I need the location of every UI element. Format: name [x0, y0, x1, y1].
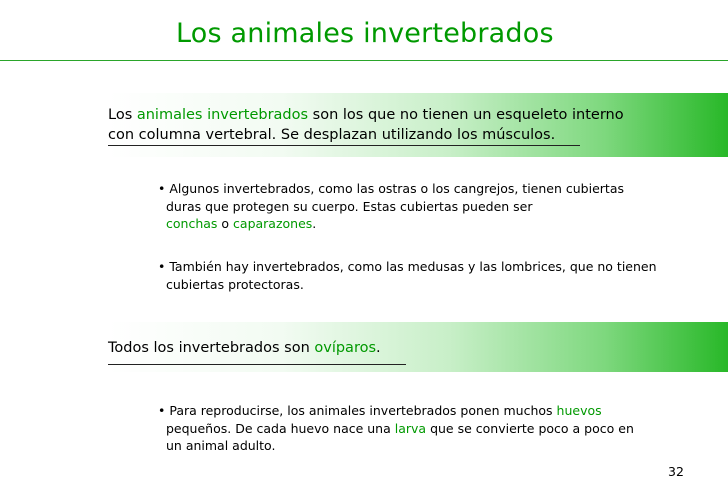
bullet-no-coverings [158, 258, 657, 293]
highlight-term: conchas [166, 216, 218, 231]
bullet-line: pequeños. De cada huevo nace una larva que se convierte poco a poco en [166, 420, 634, 436]
page-number: 32 [668, 464, 684, 479]
title-divider [0, 60, 728, 61]
highlight-term: larva [394, 420, 427, 436]
bullet-line: un animal adulto. [166, 438, 276, 453]
bullet-reproduction [158, 402, 634, 455]
bullet-coverings [158, 180, 624, 233]
bullet-line: • Algunos invertebrados, como las ostras o los cangrejos, tienen cubiertas [158, 181, 624, 196]
bullet-line: cubiertas protectoras. [166, 276, 304, 292]
definition-line-2: con columna vertebral. Se desplazan utilizando los músculos. [108, 127, 556, 143]
definition-text [108, 105, 624, 145]
definition-underline [108, 145, 580, 146]
highlight-term: animales invertebrados [136, 107, 309, 123]
bullet-line: conchas o caparazones. [166, 216, 317, 231]
oviparous-band [108, 322, 728, 372]
page-title: Los animales invertebrados [176, 18, 554, 49]
bullet-line: • También hay invertebrados, como las medusas y las lombrices, que no tienen [158, 259, 657, 274]
highlight-term: caparazones [233, 216, 313, 231]
highlight-term: ovíparos [314, 340, 377, 356]
definition-line-1: Los animales invertebrados son los que no tienen un esqueleto interno [108, 107, 624, 123]
definition-band [108, 93, 728, 157]
oviparous-text: Todos los invertebrados son ovíparos. [108, 340, 381, 356]
bullet-line: duras que protegen su cuerpo. Estas cubiertas pueden ser [166, 198, 533, 214]
oviparous-underline [108, 364, 406, 365]
bullet-line: • Para reproducirse, los animales invertebrados ponen muchos huevos [158, 403, 602, 418]
highlight-term: huevos [556, 403, 602, 418]
